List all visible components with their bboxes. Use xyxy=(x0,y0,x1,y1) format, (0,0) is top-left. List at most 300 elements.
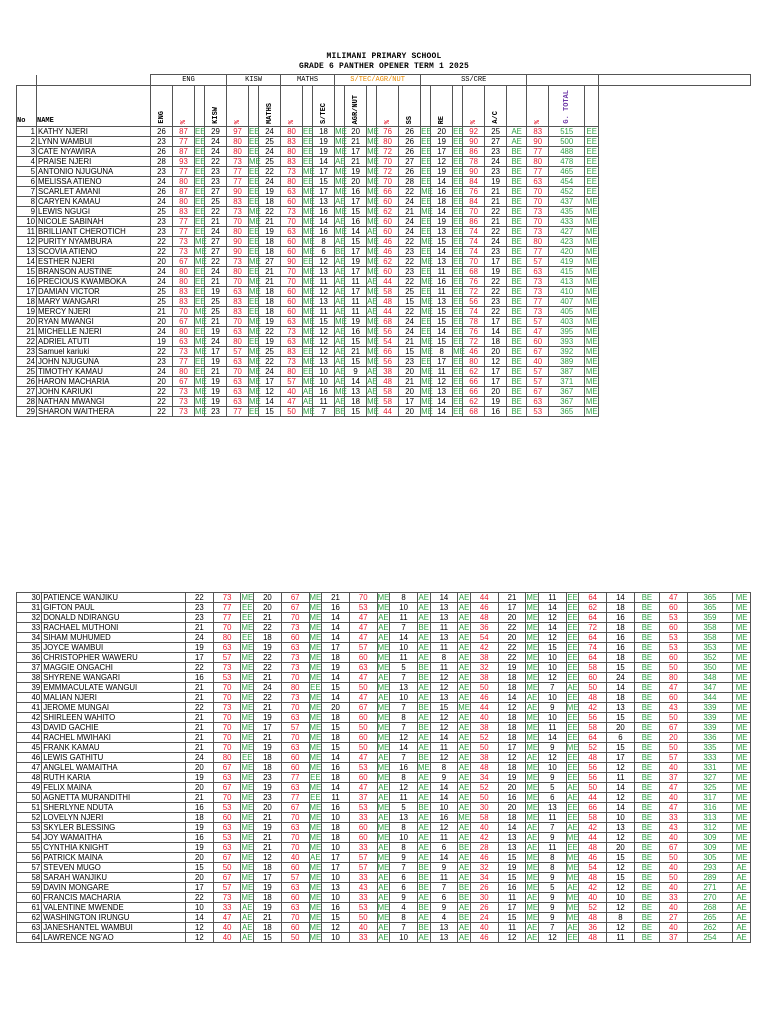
cell-ss-pct: 58 xyxy=(579,663,607,673)
cell-ac-pct: 47 xyxy=(660,683,688,693)
cell-stec-pct: 48 xyxy=(470,613,498,623)
cell-ac-grade: BE xyxy=(634,873,659,883)
cell-no: 5 xyxy=(17,167,37,177)
cell-kisw-pct: 60 xyxy=(281,923,309,933)
cell-eng: 12 xyxy=(185,933,213,943)
cell-agr-grade: ME xyxy=(367,197,379,206)
cell-ac-grade: BE xyxy=(634,803,659,813)
cell-ac-pct: 20 xyxy=(660,733,688,743)
cell-re: 14 xyxy=(431,207,453,217)
cell-re: 8 xyxy=(431,347,453,357)
exam-title: GRADE 6 PANTHER OPENER TERM 1 2025 xyxy=(298,62,470,71)
cell-ac-pct: 53 xyxy=(660,633,688,643)
cell-stec-grade: ME xyxy=(335,177,347,186)
cell-no: 38 xyxy=(17,673,42,683)
cell-ac-pct: 43 xyxy=(660,703,688,713)
cell-kisw-grade: ME xyxy=(309,783,322,792)
cell-ss-pct: 64 xyxy=(579,653,607,663)
cell-stec-grade: AE xyxy=(335,277,346,286)
cell-eng-pct: 73 xyxy=(213,703,241,713)
cell-maths: 19 xyxy=(259,337,281,347)
cell-no: 30 xyxy=(17,593,42,603)
col-re: RE xyxy=(437,115,446,124)
cell-ss: 23 xyxy=(399,247,421,257)
cell-ss-pct: 62 xyxy=(579,603,607,613)
cell-maths-pct: 47 xyxy=(349,783,377,793)
cell-eng-grade: ME xyxy=(241,683,254,692)
cell-re: 14 xyxy=(538,603,566,613)
cell-kisw: 21 xyxy=(254,703,282,713)
cell-ss-pct: 64 xyxy=(579,733,607,743)
cell-ss-grade: ME xyxy=(526,903,539,912)
cell-eng: 17 xyxy=(185,883,213,893)
cell-eng-grade: ME xyxy=(241,623,254,632)
cell-name: FELIX MAINA xyxy=(42,783,186,793)
cell-agr-grade: ME xyxy=(367,127,379,136)
cell-maths: 25 xyxy=(259,347,281,357)
cell-eng-pct: 70 xyxy=(173,307,195,317)
cell-total-grade: ME xyxy=(585,377,598,386)
cell-stec-pct: 24 xyxy=(470,913,498,923)
cell-kisw: 21 xyxy=(254,733,282,743)
cell-stec: 8 xyxy=(390,593,418,603)
cell-maths-pct: 60 xyxy=(349,833,377,843)
cell-agr: 11 xyxy=(430,623,458,633)
cell-total-grade: ME xyxy=(585,277,598,286)
cell-eng-grade: ME xyxy=(241,723,254,732)
col-agr: AGR/NUT xyxy=(351,94,360,124)
cell-maths-grade: ME xyxy=(377,913,390,922)
cell-ac-grade: BE xyxy=(634,683,659,693)
cell-re: 18 xyxy=(431,197,453,207)
student-row xyxy=(17,167,751,177)
cell-name: CARYEN KAMAU xyxy=(37,197,151,207)
cell-ac-pct: 40 xyxy=(660,793,688,803)
cell-ss-grade: EE xyxy=(421,217,432,226)
cell-stec-grade: AE xyxy=(418,693,429,702)
student-row xyxy=(17,257,751,267)
cell-ac-pct: 73 xyxy=(527,207,549,217)
cell-maths-pct: 70 xyxy=(349,593,377,603)
cell-maths: 18 xyxy=(259,307,281,317)
student-row xyxy=(17,753,751,763)
student-row xyxy=(17,833,751,843)
cell-eng-pct: 93 xyxy=(173,157,195,167)
student-row xyxy=(17,137,751,147)
cell-total: 415 xyxy=(549,267,585,277)
cell-stec-pct: 34 xyxy=(470,873,498,883)
cell-agr-grade: AE xyxy=(458,753,470,762)
cell-ss: 22 xyxy=(498,623,526,633)
cell-maths-grade: EE xyxy=(303,137,314,146)
student-row xyxy=(17,683,751,693)
cell-stec-grade: BE xyxy=(418,673,429,682)
cell-eng-pct: 63 xyxy=(213,643,241,653)
cell-re: 6 xyxy=(538,793,566,803)
cell-eng: 28 xyxy=(151,157,173,167)
cell-re-grade: EE xyxy=(453,367,464,376)
cell-maths-grade: ME xyxy=(303,217,315,226)
cell-stec: 9 xyxy=(390,853,418,863)
cell-eng: 24 xyxy=(151,267,173,277)
student-row xyxy=(17,613,751,623)
cell-maths: 17 xyxy=(322,863,350,873)
cell-agr-grade: BE xyxy=(458,843,470,852)
cell-ss-grade: ME xyxy=(526,803,539,812)
cell-ac: 12 xyxy=(607,763,635,773)
cell-stec-pct: 72 xyxy=(377,167,399,177)
cell-eng: 21 xyxy=(185,693,213,703)
cell-stec-pct: 80 xyxy=(377,137,399,147)
cell-kisw-grade: EE xyxy=(310,793,321,802)
cell-stec-pct: 30 xyxy=(470,893,498,903)
cell-ac: 22 xyxy=(485,227,507,237)
col-ss: SS xyxy=(405,115,414,124)
cell-agr: 14 xyxy=(430,853,458,863)
cell-ac: 14 xyxy=(607,593,635,603)
cell-stec-pct: 38 xyxy=(470,673,498,683)
cell-stec: 16 xyxy=(313,227,335,237)
cell-maths-pct: 73 xyxy=(281,207,303,217)
cell-re: 17 xyxy=(431,147,453,157)
cell-kisw: 21 xyxy=(205,277,227,287)
cell-kisw-pct: 70 xyxy=(281,833,309,843)
cell-maths-pct: 47 xyxy=(349,753,377,763)
cell-re-grade: AE xyxy=(567,823,578,832)
cell-stec: 10 xyxy=(390,833,418,843)
cell-total-grade: AE xyxy=(733,933,751,943)
cell-ss-grade: ME xyxy=(526,673,539,682)
cell-kisw: 19 xyxy=(254,823,282,833)
cell-agr: 15 xyxy=(345,207,367,217)
cell-ss-grade: AE xyxy=(526,753,538,762)
cell-ac-pct: 57 xyxy=(527,367,549,377)
cell-total-grade: ME xyxy=(585,207,598,216)
cell-agr-grade: ME xyxy=(367,157,379,166)
cell-name: ADRIEL ATUTI xyxy=(37,337,151,347)
cell-agr-grade: ME xyxy=(367,137,379,146)
cell-ac: 15 xyxy=(607,873,635,883)
cell-agr: 11 xyxy=(430,833,458,843)
cell-ac-grade: BE xyxy=(634,713,659,723)
cell-maths: 22 xyxy=(259,167,281,177)
cell-ss-grade: ME xyxy=(526,773,539,782)
cell-re: 10 xyxy=(538,693,566,703)
cell-stec-grade: AE xyxy=(418,783,429,792)
cell-kisw-pct: 63 xyxy=(281,643,309,653)
cell-agr: 14 xyxy=(430,593,458,603)
cell-agr: 13 xyxy=(430,613,458,623)
student-row xyxy=(17,623,751,633)
cell-re: 13 xyxy=(431,387,453,397)
cell-total-grade: EE xyxy=(586,147,597,156)
cell-ac: 12 xyxy=(607,883,635,893)
cell-ss: 26 xyxy=(399,127,421,137)
cell-ss-grade: EE xyxy=(421,167,432,176)
cell-maths-pct: 33 xyxy=(349,813,377,823)
cell-total: 312 xyxy=(687,823,732,833)
cell-agr: 17 xyxy=(345,267,367,277)
cell-total-grade: AE xyxy=(733,913,751,923)
cell-maths-pct: 63 xyxy=(349,663,377,673)
cell-ss-pct: 72 xyxy=(463,287,485,297)
cell-eng-pct: 73 xyxy=(173,237,195,247)
cell-ss: 15 xyxy=(399,297,421,307)
cell-name: ESTHER NJERI xyxy=(37,257,151,267)
cell-eng: 19 xyxy=(185,643,213,653)
cell-agr-grade: ME xyxy=(458,703,470,712)
cell-no: 7 xyxy=(17,187,37,197)
cell-eng-pct: 70 xyxy=(213,723,241,733)
cell-ss-pct: 48 xyxy=(579,753,607,763)
cell-maths-pct: 63 xyxy=(281,317,303,327)
cell-eng-grade: EE xyxy=(195,367,206,376)
cell-eng-pct: 70 xyxy=(213,623,241,633)
cell-maths-grade: ME xyxy=(303,307,315,316)
student-row xyxy=(17,337,751,347)
cell-eng: 20 xyxy=(151,257,173,267)
cell-stec: 12 xyxy=(390,733,418,743)
cell-eng-grade: EE xyxy=(195,287,206,296)
cell-ss-grade: ME xyxy=(526,613,539,622)
cell-stec-grade: AE xyxy=(335,357,346,366)
cell-stec-grade: AE xyxy=(418,893,429,902)
student-row xyxy=(17,903,751,913)
cell-stec-pct: 44 xyxy=(377,277,399,287)
cell-maths-pct: 60 xyxy=(281,247,303,257)
cell-agr-grade: AE xyxy=(458,743,470,752)
cell-ss: 25 xyxy=(399,287,421,297)
cell-kisw: 19 xyxy=(205,377,227,387)
cell-re: 11 xyxy=(538,593,566,603)
cell-maths-grade: ME xyxy=(303,277,315,286)
cell-total-grade: ME xyxy=(733,803,751,813)
cell-ss-grade: AE xyxy=(526,703,538,712)
cell-agr: 12 xyxy=(430,683,458,693)
cell-re: 13 xyxy=(431,227,453,237)
cell-re: 11 xyxy=(538,843,566,853)
student-row xyxy=(17,307,751,317)
cell-eng: 21 xyxy=(185,723,213,733)
cell-stec: 10 xyxy=(313,367,335,377)
cell-maths-grade: EE xyxy=(303,127,314,136)
cell-ss-grade: ME xyxy=(421,257,433,266)
cell-maths: 16 xyxy=(322,903,350,913)
cell-ss-grade: AE xyxy=(526,933,538,942)
cell-agr: 14 xyxy=(430,733,458,743)
cell-kisw: 27 xyxy=(205,237,227,247)
cell-total-grade: ME xyxy=(733,693,751,703)
col-no: No xyxy=(17,86,37,127)
cell-total: 500 xyxy=(549,137,585,147)
cell-maths-grade: ME xyxy=(303,317,315,326)
cell-eng-grade: EE xyxy=(195,297,206,306)
cell-kisw-pct: 80 xyxy=(281,683,309,693)
cell-stec-grade: BE xyxy=(418,923,429,932)
cell-stec-grade: AE xyxy=(418,813,429,822)
cell-eng-grade: ME xyxy=(195,407,207,416)
cell-kisw-grade: ME xyxy=(309,733,322,742)
cell-stec-grade: BE xyxy=(418,883,429,892)
cell-stec: 12 xyxy=(313,257,335,267)
cell-re: 9 xyxy=(538,833,566,843)
cell-ss-grade: AE xyxy=(526,843,538,852)
cell-total: 452 xyxy=(549,187,585,197)
cell-stec-pct: 50 xyxy=(470,793,498,803)
cell-kisw-pct: 80 xyxy=(227,137,249,147)
cell-stec: 11 xyxy=(313,397,335,407)
cell-maths-grade: EE xyxy=(303,347,314,356)
cell-maths-grade: AE xyxy=(303,387,314,396)
cell-stec: 5 xyxy=(390,803,418,813)
cell-maths: 20 xyxy=(322,703,350,713)
cell-ac-grade: BE xyxy=(507,187,527,197)
cell-total-grade: ME xyxy=(733,713,751,723)
cell-ss: 24 xyxy=(399,197,421,207)
cell-eng: 17 xyxy=(185,653,213,663)
student-row xyxy=(17,287,751,297)
cell-name: LOVELYN NJERI xyxy=(42,813,186,823)
cell-eng-pct: 40 xyxy=(213,933,241,943)
cell-ss-grade: EE xyxy=(421,147,432,156)
subject-maths: MATHS xyxy=(281,75,335,86)
cell-ac: 15 xyxy=(607,743,635,753)
cell-name: SCOVIA ATIENO xyxy=(37,247,151,257)
cell-kisw-grade: EE xyxy=(249,227,260,236)
student-row xyxy=(17,327,751,337)
student-row xyxy=(17,663,751,673)
cell-eng: 24 xyxy=(185,633,213,643)
cell-re-grade: ME xyxy=(453,347,465,356)
cell-agr-grade: AE xyxy=(367,307,378,316)
cell-eng-pct: 60 xyxy=(213,813,241,823)
cell-maths-grade: ME xyxy=(377,703,390,712)
cell-ss-pct: 74 xyxy=(579,643,607,653)
cell-eng-pct: 67 xyxy=(213,853,241,863)
cell-maths-pct: 63 xyxy=(281,227,303,237)
cell-ac-grade: BE xyxy=(634,693,659,703)
cell-kisw-grade: EE xyxy=(249,237,260,246)
cell-total-grade: ME xyxy=(585,227,598,236)
student-row xyxy=(17,603,751,613)
cell-kisw-pct: 60 xyxy=(281,893,309,903)
cell-eng-grade: ME xyxy=(241,713,254,722)
cell-ac-pct: 50 xyxy=(660,853,688,863)
cell-ac: 17 xyxy=(607,753,635,763)
cell-re: 9 xyxy=(538,743,566,753)
cell-re: 14 xyxy=(431,247,453,257)
cell-ss-pct: 40 xyxy=(579,893,607,903)
cell-re: 19 xyxy=(431,137,453,147)
cell-eng: 23 xyxy=(151,357,173,367)
cell-kisw: 24 xyxy=(254,683,282,693)
cell-stec: 16 xyxy=(313,387,335,397)
cell-ac-pct: 50 xyxy=(660,873,688,883)
cell-eng-pct: 67 xyxy=(173,317,195,327)
cell-agr: 13 xyxy=(345,387,367,397)
cell-ac-grade: BE xyxy=(507,157,527,167)
cell-no: 25 xyxy=(17,367,37,377)
cell-ac-pct: 67 xyxy=(660,843,688,853)
cell-maths-grade: EE xyxy=(303,367,314,376)
cell-ac-grade: BE xyxy=(634,653,659,663)
cell-re-grade: EE xyxy=(567,813,578,822)
cell-kisw: 21 xyxy=(254,813,282,823)
cell-maths: 15 xyxy=(322,683,350,693)
cell-ss-pct: 58 xyxy=(579,813,607,823)
cell-agr-grade: AE xyxy=(458,643,470,652)
cell-name: JOYCE WAMBUI xyxy=(42,643,186,653)
cell-no: 48 xyxy=(17,773,42,783)
cell-ss: 21 xyxy=(498,593,526,603)
cell-name: GIFTON PAUL xyxy=(42,603,186,613)
cell-stec-pct: 46 xyxy=(470,693,498,703)
cell-maths-grade: ME xyxy=(303,267,315,276)
cell-eng-pct: 67 xyxy=(213,783,241,793)
cell-stec: 8 xyxy=(390,823,418,833)
cell-no: 32 xyxy=(17,613,42,623)
cell-total: 478 xyxy=(549,157,585,167)
cell-stec: 16 xyxy=(390,763,418,773)
cell-stec-pct: 40 xyxy=(470,823,498,833)
cell-eng: 19 xyxy=(185,823,213,833)
cell-re-grade: EE xyxy=(567,693,578,702)
cell-stec-pct: 26 xyxy=(470,903,498,913)
cell-stec: 17 xyxy=(313,167,335,177)
cell-stec: 10 xyxy=(390,933,418,943)
cell-kisw-pct: 70 xyxy=(227,317,249,327)
cell-kisw-grade: EE xyxy=(249,167,260,176)
cell-ac-pct: 37 xyxy=(660,773,688,783)
cell-stec-grade: ME xyxy=(335,167,347,176)
cell-maths: 12 xyxy=(322,923,350,933)
cell-maths-pct: 33 xyxy=(349,933,377,943)
cell-kisw-grade: ME xyxy=(249,367,261,376)
cell-eng-grade: ME xyxy=(241,803,254,812)
cell-re-grade: EE xyxy=(567,613,578,622)
cell-total-grade: ME xyxy=(733,733,751,743)
cell-eng-grade: ME xyxy=(241,693,254,702)
cell-stec-pct: 62 xyxy=(377,207,399,217)
cell-ac-grade: BE xyxy=(634,753,659,763)
student-row xyxy=(17,277,751,287)
cell-name: WASHINGTON IRUNGU xyxy=(42,913,186,923)
cell-agr: 11 xyxy=(430,663,458,673)
cell-stec: 5 xyxy=(390,663,418,673)
cell-total: 365 xyxy=(549,407,585,417)
cell-ac-pct: 73 xyxy=(527,287,549,297)
cell-ac-pct: 77 xyxy=(527,297,549,307)
cell-agr: 15 xyxy=(345,357,367,367)
cell-agr-grade: ME xyxy=(367,407,379,416)
cell-no: 45 xyxy=(17,743,42,753)
cell-total: 271 xyxy=(687,883,732,893)
cell-eng: 19 xyxy=(185,773,213,783)
cell-eng-grade: ME xyxy=(241,863,254,872)
cell-kisw: 24 xyxy=(205,227,227,237)
cell-eng: 20 xyxy=(185,873,213,883)
cell-ac: 16 xyxy=(607,643,635,653)
cell-ss-grade: ME xyxy=(421,367,433,376)
cell-eng-pct: 70 xyxy=(213,713,241,723)
cell-ac: 22 xyxy=(485,207,507,217)
cell-ss: 15 xyxy=(498,853,526,863)
cell-maths-grade: AE xyxy=(378,883,389,892)
cell-ss-pct: 90 xyxy=(463,167,485,177)
cell-re: 14 xyxy=(538,733,566,743)
cell-agr-grade: AE xyxy=(367,377,378,386)
cell-eng-pct: 40 xyxy=(213,923,241,933)
